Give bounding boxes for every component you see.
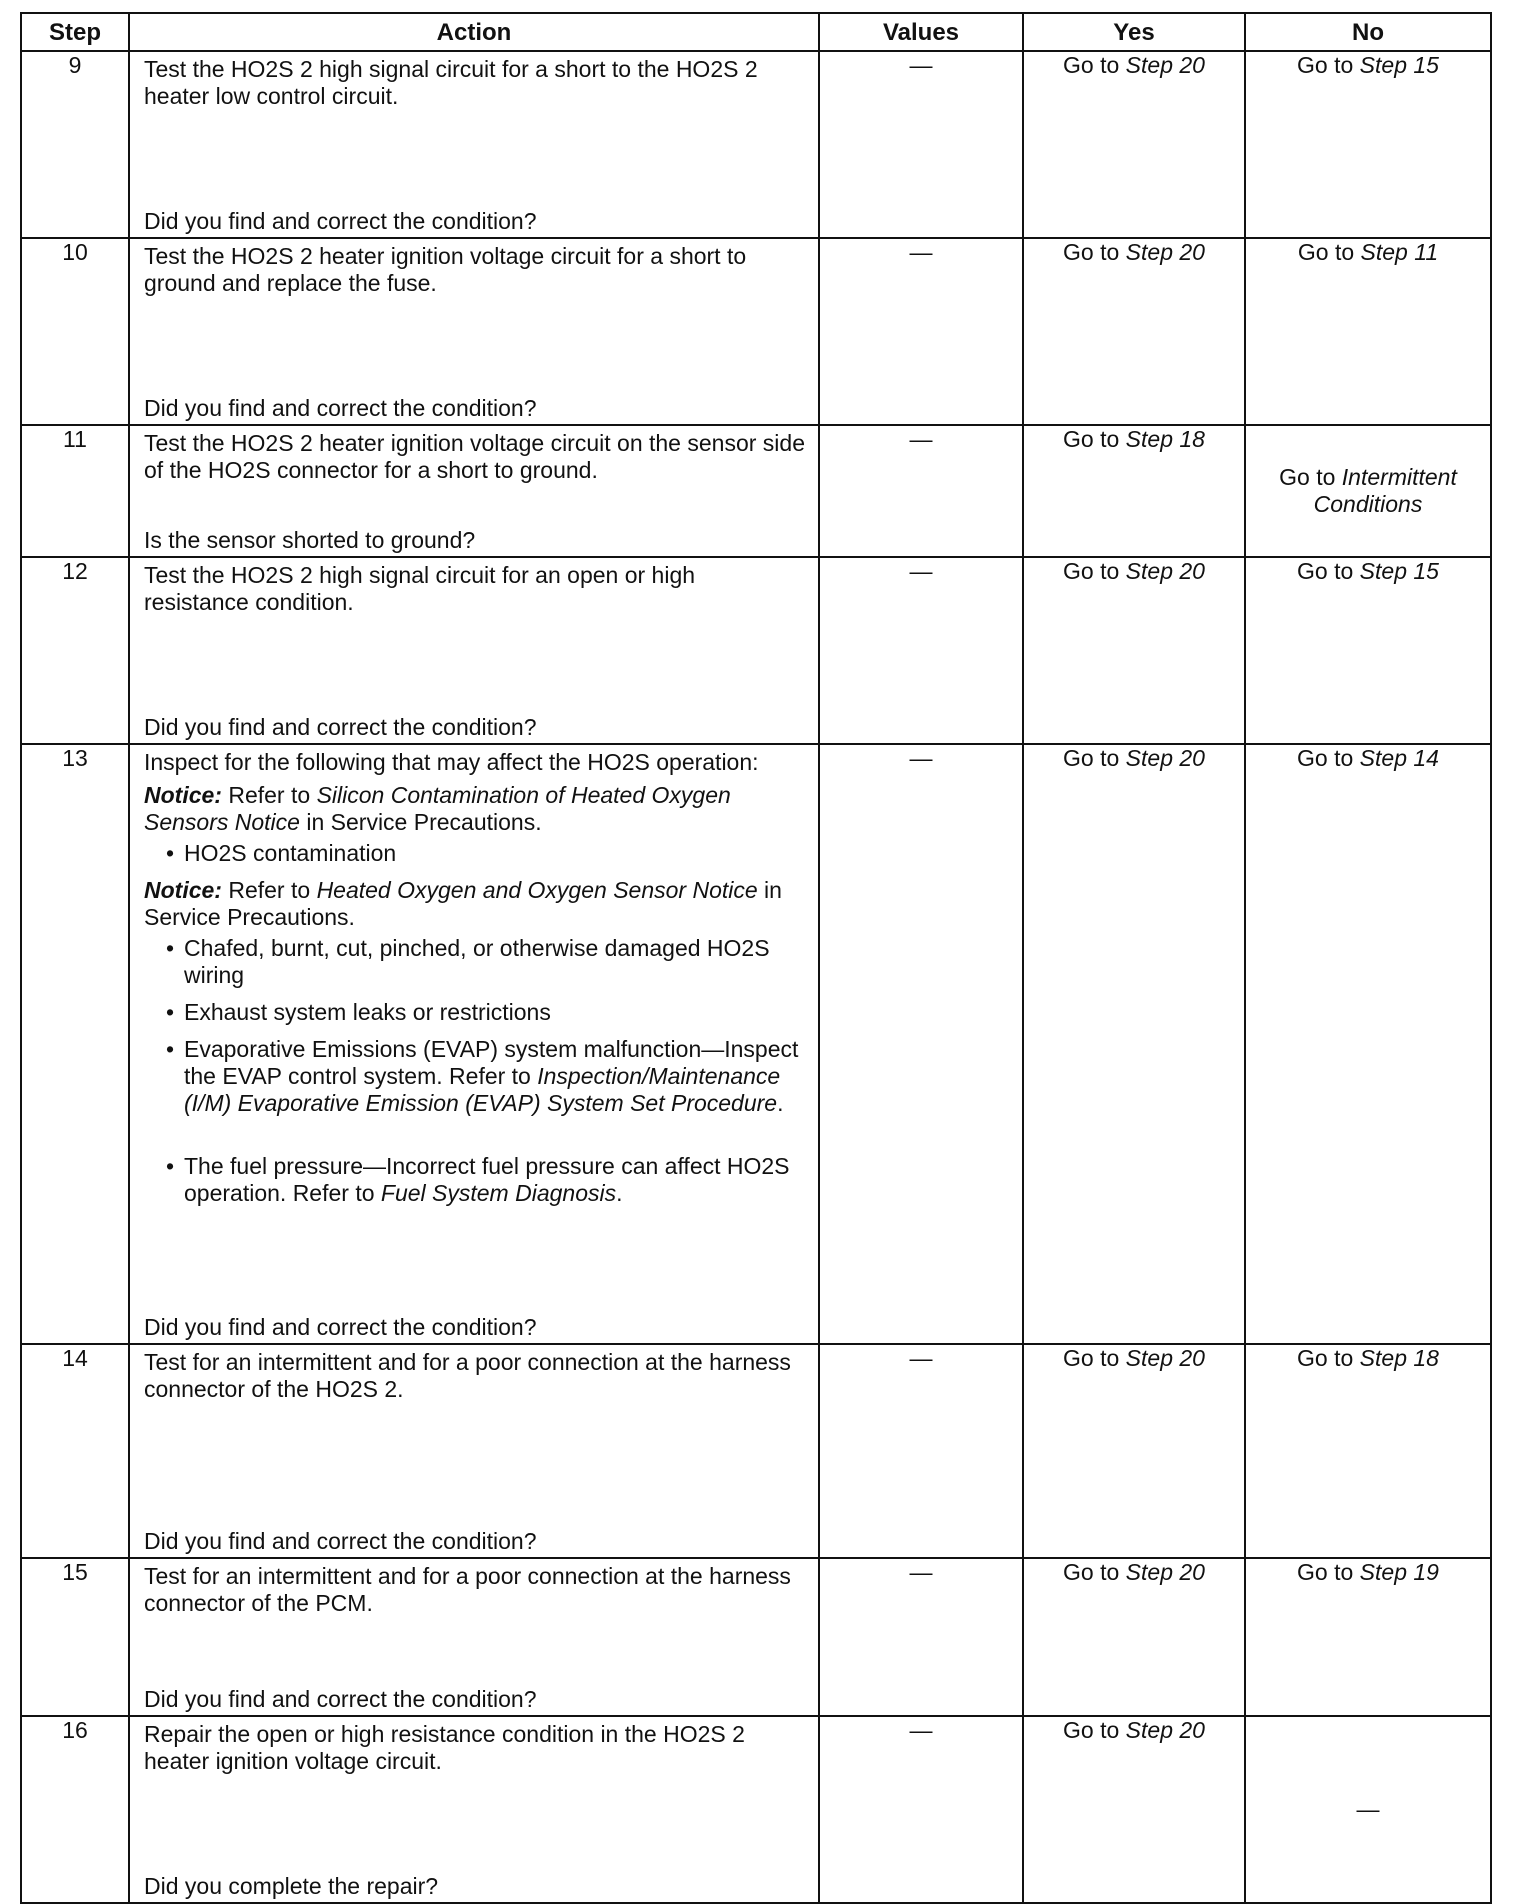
notice-text: Refer to (228, 782, 311, 808)
step-number: 12 (21, 557, 129, 744)
values-cell (819, 557, 1023, 744)
yes-step-ref: Step 18 (1125, 426, 1205, 452)
action-cell (129, 1558, 819, 1716)
action-question: Did you complete the repair? (144, 1873, 439, 1899)
table-row-step-12 (21, 557, 1491, 744)
action-text: Test the HO2S 2 heater ignition voltage circuit on the sensor side of the HO2S connector for a short to ground. (144, 430, 805, 483)
step-number: 13 (21, 744, 129, 1344)
action-question: Did you find and correct the condition? (144, 395, 537, 421)
table-row-step-16 (21, 1716, 1491, 1903)
table-row-step-14 (21, 1344, 1491, 1558)
go-to-label: Go to (1297, 52, 1354, 78)
values-dash: — (909, 239, 933, 265)
header-no: No (1245, 13, 1491, 51)
no-dash: — (1356, 1796, 1380, 1822)
values-cell (819, 744, 1023, 1344)
table-row-step-11 (21, 425, 1491, 557)
table-row-step-15 (21, 1558, 1491, 1716)
list-item: • Exhaust system leaks or restrictions (144, 999, 806, 1026)
no-cell (1245, 557, 1491, 744)
action-question: Did you find and correct the condition? (144, 1686, 537, 1712)
step-number: 16 (21, 1716, 129, 1903)
yes-cell (1023, 238, 1245, 425)
diagnostic-table-page (20, 12, 1490, 1904)
go-to-label: Go to (1297, 745, 1354, 771)
go-to-label: Go to (1297, 239, 1355, 265)
yes-step-ref: Step 20 (1125, 239, 1205, 265)
yes-cell (1023, 51, 1245, 238)
values-cell (819, 1558, 1023, 1716)
yes-cell (1023, 1344, 1245, 1558)
action-cell (129, 557, 819, 744)
diagnostic-table (20, 12, 1492, 1904)
go-to-label: Go to (1063, 239, 1120, 265)
action-question: Did you find and correct the condition? (144, 1528, 537, 1554)
values-dash: — (909, 1559, 933, 1585)
no-step-ref: Step 18 (1359, 1345, 1439, 1371)
yes-step-ref: Step 20 (1125, 558, 1205, 584)
table-row-step-13 (21, 744, 1491, 1344)
list-item-reference: Inspection/Maintenance (I/M) Evaporative Emission (EVAP) System Set Procedure (184, 1063, 781, 1116)
header-step: Step (21, 13, 129, 51)
notice-reference: Silicon Contamination of Heated Oxygen Sensors Notice (144, 782, 731, 835)
step-number: 11 (21, 425, 129, 557)
notice-text: in Service Precautions. (144, 877, 782, 930)
action-text: Test the HO2S 2 high signal circuit for a short to the HO2S 2 heater low control circuit. (144, 56, 758, 109)
notice-paragraph (144, 877, 806, 931)
no-cell (1245, 744, 1491, 1344)
values-cell (819, 425, 1023, 557)
notice-reference: Heated Oxygen and Oxygen Sensor Notice (316, 877, 758, 903)
no-step-ref: Step 15 (1359, 52, 1439, 78)
no-cell (1245, 238, 1491, 425)
yes-step-ref: Step 20 (1125, 1717, 1205, 1743)
table-header-row (21, 13, 1491, 51)
values-dash: — (909, 745, 933, 771)
values-cell (819, 1344, 1023, 1558)
step-number: 14 (21, 1344, 129, 1558)
yes-cell (1023, 425, 1245, 557)
step-number: 10 (21, 238, 129, 425)
go-to-label: Go to (1063, 426, 1120, 452)
go-to-label: Go to (1063, 52, 1120, 78)
go-to-label: Go to (1063, 1559, 1120, 1585)
table-row-step-10 (21, 238, 1491, 425)
action-text: Repair the open or high resistance condition in the HO2S 2 heater ignition voltage circuit. (144, 1721, 745, 1774)
go-to-label: Go to (1063, 1345, 1120, 1371)
values-cell (819, 1716, 1023, 1903)
action-question: Did you find and correct the condition? (144, 1314, 537, 1340)
yes-cell (1023, 1558, 1245, 1716)
action-cell (129, 1716, 819, 1903)
go-to-label: Go to (1297, 1345, 1354, 1371)
action-text: Test the HO2S 2 high signal circuit for an open or high resistance condition. (144, 562, 696, 615)
values-dash: — (909, 558, 933, 584)
list-item: • HO2S contamination (144, 840, 806, 867)
header-values: Values (819, 13, 1023, 51)
table-row-step-9 (21, 51, 1491, 238)
yes-step-ref: Step 20 (1125, 1559, 1205, 1585)
values-dash: — (909, 52, 933, 78)
go-to-label: Go to (1297, 1559, 1354, 1585)
action-cell (129, 238, 819, 425)
notice-label: Notice: (144, 782, 222, 808)
values-dash: — (909, 1345, 933, 1371)
values-dash: — (909, 1717, 933, 1743)
step-number: 15 (21, 1558, 129, 1716)
action-intro: Inspect for the following that may affect the HO2S operation: (144, 749, 759, 775)
list-item (144, 1153, 806, 1207)
go-to-label: Go to (1063, 745, 1120, 771)
yes-step-ref: Step 20 (1125, 52, 1205, 78)
list-item-reference: Fuel System Diagnosis (380, 1180, 617, 1206)
no-cell (1245, 1344, 1491, 1558)
list-item: • Chafed, burnt, cut, pinched, or otherwise damaged HO2S wiring (144, 935, 806, 989)
inspection-list (144, 840, 806, 867)
go-to-label: Go to (1297, 558, 1354, 584)
notice-paragraph (144, 782, 806, 836)
action-cell (129, 1344, 819, 1558)
action-question: Is the sensor shorted to ground? (144, 527, 476, 553)
action-cell (129, 744, 819, 1344)
header-action: Action (129, 13, 819, 51)
list-item-text: The fuel pressure—Incorrect fuel pressure can affect HO2S operation. Refer to (184, 1153, 790, 1206)
period: . (777, 1090, 784, 1116)
action-text: Test for an intermittent and for a poor connection at the harness connector of the PCM. (144, 1563, 791, 1616)
no-cell (1245, 1558, 1491, 1716)
no-step-ref: Step 15 (1359, 558, 1439, 584)
list-item-text: Evaporative Emissions (EVAP) system malfunction—Inspect the EVAP control system. Refer to (184, 1036, 799, 1089)
values-cell (819, 51, 1023, 238)
values-cell (819, 238, 1023, 425)
action-body (144, 749, 806, 1217)
action-text: Test for an intermittent and for a poor connection at the harness connector of the HO2S 2. (144, 1349, 791, 1402)
action-question: Did you find and correct the condition? (144, 714, 537, 740)
go-to-label: Go to (1063, 558, 1120, 584)
no-cell (1245, 425, 1491, 557)
notice-label: Notice: (144, 877, 222, 903)
list-item (144, 1036, 806, 1117)
action-text: Test the HO2S 2 heater ignition voltage circuit for a short to ground and replace the fuse. (144, 243, 747, 296)
action-cell (129, 51, 819, 238)
no-cell (1245, 1716, 1491, 1903)
no-step-ref: Step 19 (1359, 1559, 1439, 1585)
notice-text: in Service Precautions. (306, 809, 542, 835)
no-cell (1245, 51, 1491, 238)
notice-text: Refer to (228, 877, 311, 903)
yes-cell (1023, 1716, 1245, 1903)
no-step-ref: Step 14 (1359, 745, 1439, 771)
yes-cell (1023, 557, 1245, 744)
no-intermittent-ref: Intermittent Conditions (1313, 464, 1457, 517)
inspection-list (144, 935, 806, 1207)
yes-step-ref: Step 20 (1125, 1345, 1205, 1371)
action-question: Did you find and correct the condition? (144, 208, 537, 234)
go-to-label: Go to (1063, 1717, 1120, 1743)
action-cell (129, 425, 819, 557)
period: . (616, 1180, 623, 1206)
yes-cell (1023, 744, 1245, 1344)
go-to-label: Go to (1279, 464, 1336, 490)
header-yes: Yes (1023, 13, 1245, 51)
step-number: 9 (21, 51, 129, 238)
yes-step-ref: Step 20 (1125, 745, 1205, 771)
values-dash: — (909, 426, 933, 452)
no-step-ref: Step 11 (1360, 239, 1439, 265)
